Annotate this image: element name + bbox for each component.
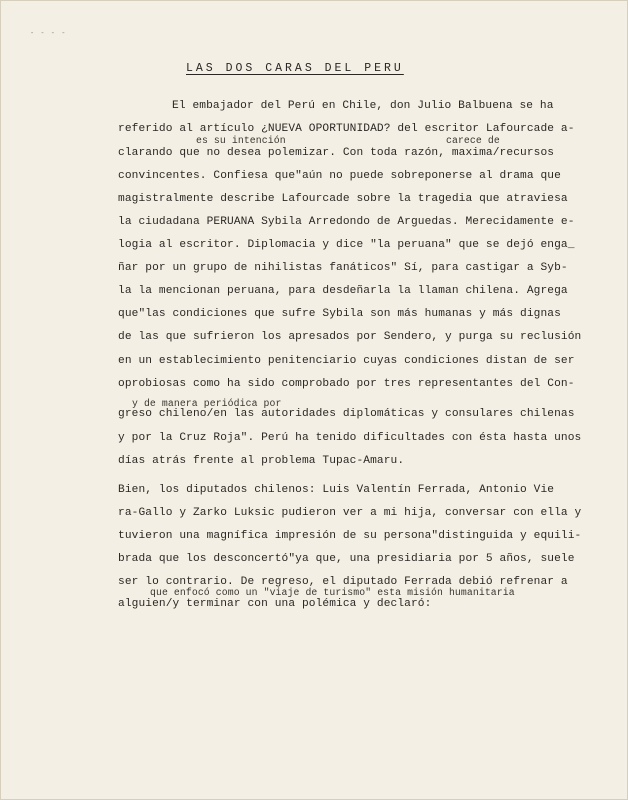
- paragraph-1-line: y por la Cruz Roja". Perú ha tenido dificultades con ésta hasta unos: [118, 432, 582, 444]
- paragraph-2-line: Bien, los diputados chilenos: Luis Valentín Ferrada, Antonio Vie: [118, 484, 555, 496]
- paragraph-2-line: ra-Gallo y Zarko Luksic pudieron ver a mi hija, conversar con ella y: [118, 507, 582, 519]
- document-title: LAS DOS CARAS DEL PERU: [186, 62, 404, 75]
- paragraph-1-line: ñar por un grupo de nihilistas fanáticos" Sí, para castigar a Syb-: [118, 262, 568, 274]
- paragraph-2-line: tuvieron una magnífica impresión de su persona"distinguida y equili-: [118, 530, 582, 542]
- corner-mark: - - - -: [30, 30, 67, 38]
- annotation-de-manera-periodica: y de manera periódica por: [132, 398, 282, 409]
- annotation-carece-de: carece de: [446, 135, 500, 146]
- paragraph-1-line: la ciudadana PERUANA Sybila Arredondo de Arguedas. Merecidamente e-: [118, 216, 575, 228]
- annotation-es-su-intencion: es su intención: [196, 135, 286, 146]
- paragraph-1-line: de las que sufrieron los apresados por Sendero, y purga su reclusión: [118, 331, 582, 343]
- paragraph-1-line: oprobiosas como ha sido comprobado por tres representantes del Con-: [118, 378, 575, 390]
- paragraph-2-line: ser lo contrario. De regreso, el diputado Ferrada debió refrenar a: [118, 576, 568, 588]
- paragraph-1-line: convincentes. Confiesa que"aún no puede sobreponerse al drama que: [118, 170, 561, 182]
- paragraph-1-line: referido al artículo ¿NUEVA OPORTUNIDAD? del escritor Lafourcade a-: [118, 123, 575, 135]
- paragraph-1-line: logia al escritor. Diplomacia y dice "la peruana" que se dejó enga_: [118, 239, 575, 251]
- paragraph-2-line: alguien/y terminar con una polémica y declaró:: [118, 598, 432, 610]
- paragraph-1-line: greso chileno/en las autoridades diplomáticas y consulares chilenas: [118, 408, 575, 420]
- paragraph-1-line: clarando que no desea polemizar. Con toda razón, maxima/recursos: [118, 147, 555, 159]
- paragraph-1-line: la la mencionan peruana, para desdeñarla la llaman chilena. Agrega: [118, 285, 568, 297]
- paragraph-1-line: magistralmente describe Lafourcade sobre la tragedia que atraviesa: [118, 193, 568, 205]
- paragraph-1-line: en un establecimiento penitenciario cuyas condiciones distan de ser: [118, 355, 575, 367]
- annotation-que-enfoco: que enfocó como un "viaje de turismo" esta misión humanitaria: [150, 587, 515, 598]
- paragraph-1-line: El embajador del Perú en Chile, don Julio Balbuena se ha: [172, 100, 554, 112]
- paragraph-2-line: brada que los desconcertó"ya que, una presidiaria por 5 años, suele: [118, 553, 575, 565]
- paragraph-1-line: días atrás frente al problema Tupac-Amaru.: [118, 455, 405, 467]
- paragraph-1-line: que"las condiciones que sufre Sybila son más humanas y más dignas: [118, 308, 561, 320]
